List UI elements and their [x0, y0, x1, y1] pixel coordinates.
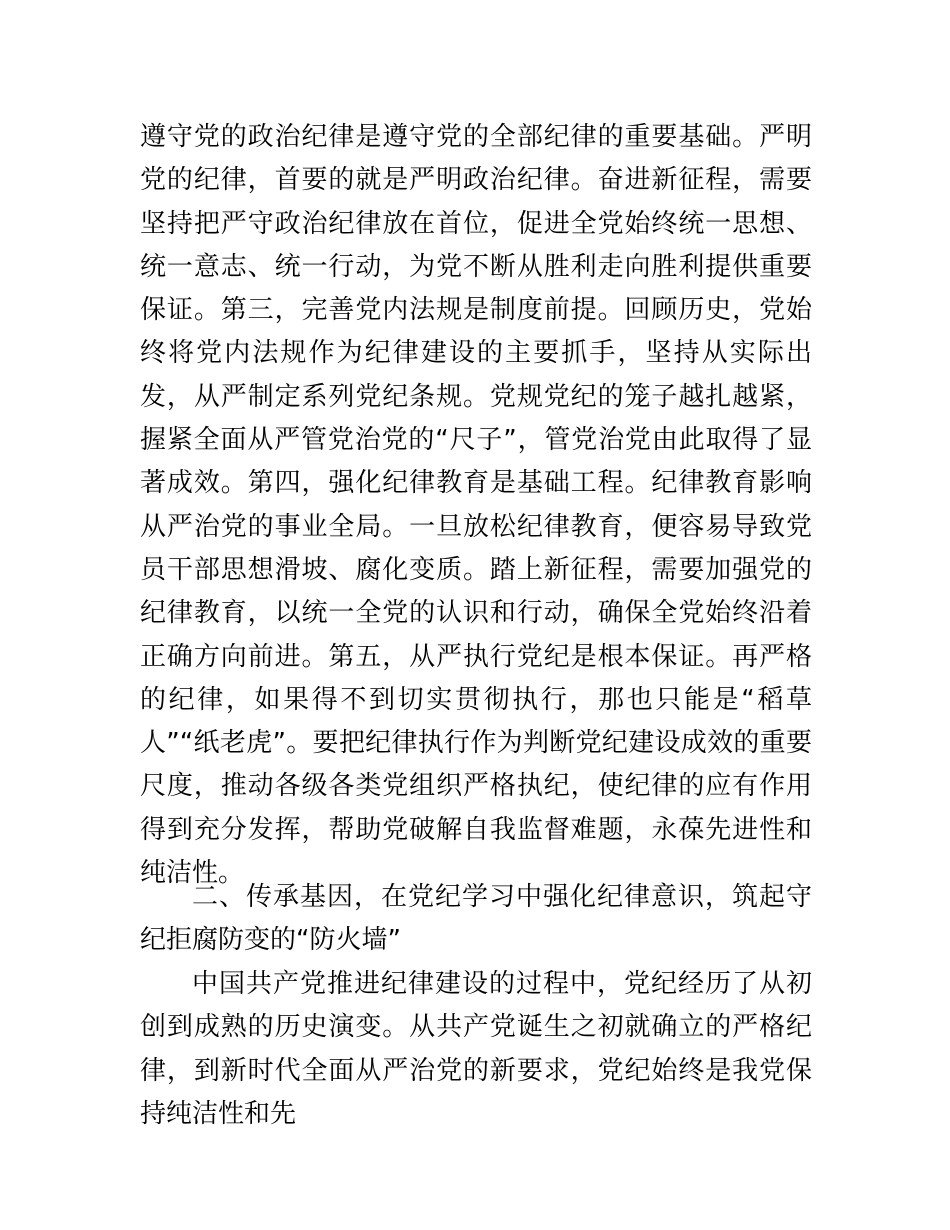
heading-text: 二、传承基因，在党纪学习中强化纪律意识，筑起守纪拒腐防变的“防火墙”	[140, 882, 812, 956]
paragraph-text: 中国共产党推进纪律建设的过程中，党纪经历了从初创到成熟的历史演变。从共产党诞生之初就确立的严格纪律，到新时代全面从严治党的新要求，党纪始终是我党保持纯洁性和先	[140, 969, 812, 1129]
section-heading-2	[140, 876, 812, 963]
body-paragraph-3	[140, 963, 812, 1136]
body-paragraph-1	[140, 116, 812, 895]
paragraph-text: 遵守党的政治纪律是遵守党的全部纪律的重要基础。严明党的纪律，首要的就是严明政治纪律。奋进新征程，需要坚持把严守政治纪律放在首位，促进全党始终统一思想、统一意志、统一行动，为党不断从胜利走向胜利提供重要保证。第三，完善党内法规是制度前提。回顾历史，党始终将党内法规作为纪律建设的主要抓手，坚持从实际出发，从严制定系列党纪条规。党规党纪的笼子越扎越紧，握紧全面从严管党治党的“尺子”，管党治党由此取得了显著成效。第四，强化纪律教育是基础工程。纪律教育影响从严治党的事业全局。一旦放松纪律教育，便容易导致党员干部思想滑坡、腐化变质。踏上新征程，需要加强党的纪律教育，以统一全党的认识和行动，确保全党始终沿着正确方向前进。第五，从严执行党纪是根本保证。再严格的纪律，如果得不到切实贯彻执行，那也只能是“稻草人”“纸老虎”。要把纪律执行作为判断党纪建设成效的重要尺度，推动各级各类党组织严格执纪，使纪律的应有作用得到充分发挥，帮助党破解自我监督难题，永葆先进性和纯洁性。	[140, 122, 812, 889]
